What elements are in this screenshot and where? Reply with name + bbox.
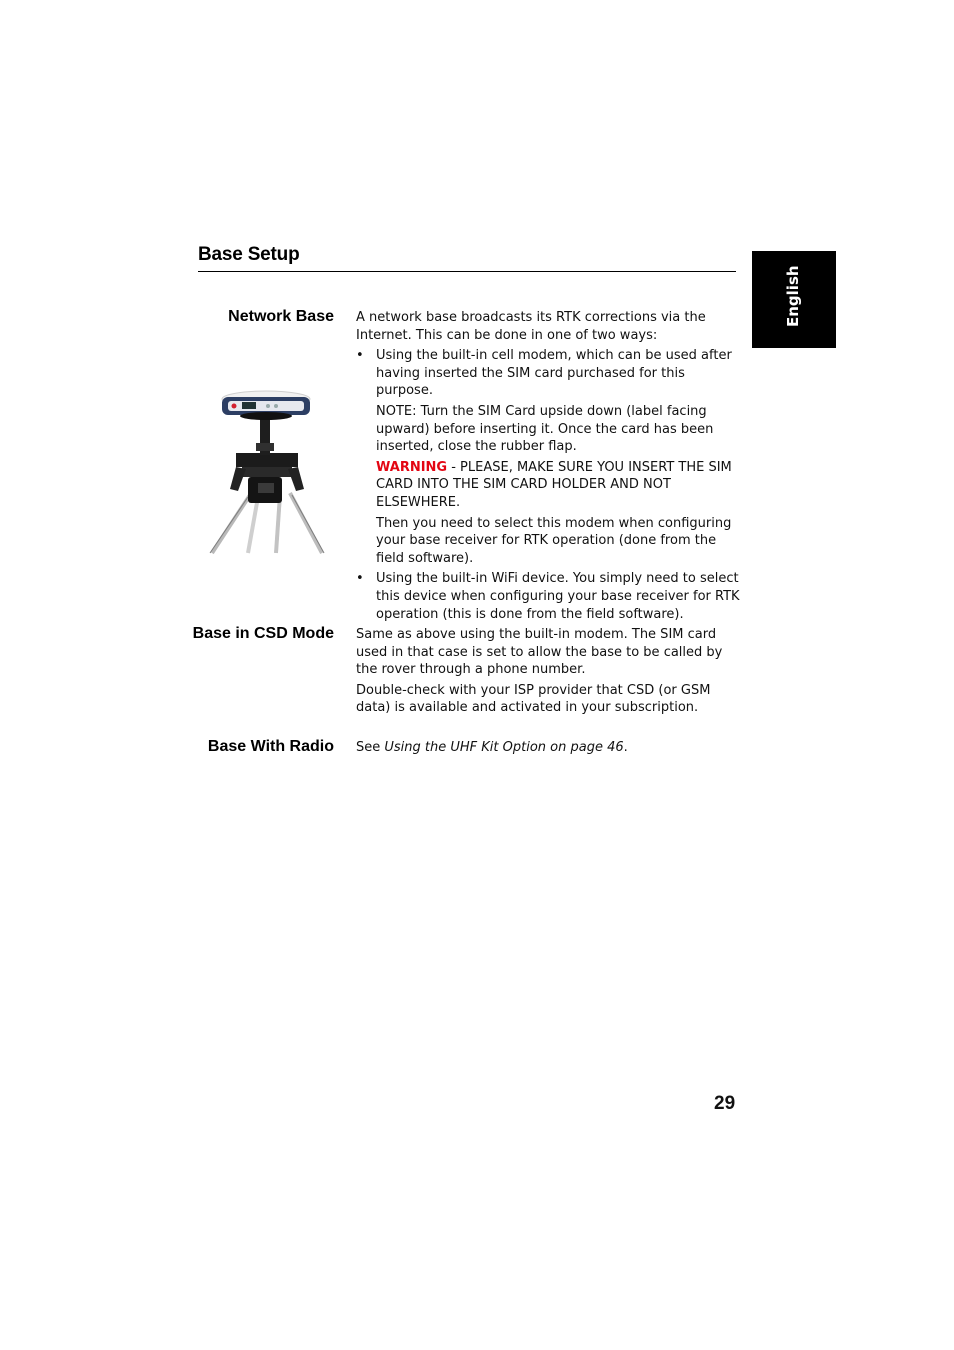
title-divider [198, 271, 736, 272]
radio-suffix: . [623, 740, 628, 755]
bullet-symbol: • [356, 571, 364, 587]
uhf-kit-link[interactable]: Using the UHF Kit Option on page 46 [384, 740, 624, 755]
sim-note: NOTE: Turn the SIM Card upside down (label facing upward) before inserting it. Once the card has been inserted, close the rubber flap. [376, 403, 714, 455]
radio-body [356, 739, 740, 760]
bullet-wifi [356, 570, 740, 623]
csd-para-1: Same as above using the built-in modem. The SIM card used in that case is set to allow the base to be called by the rover through a phone number. [356, 627, 723, 678]
section-title: Base Setup [198, 244, 300, 265]
csd-mode-body [356, 626, 740, 720]
csd-para-2: Double-check with your ISP provider that CSD (or GSM data) is available and activated in your subscription. [356, 682, 711, 716]
csd-mode-heading: Base in CSD Mode [192, 625, 334, 642]
network-base-intro: A network base broadcasts its RTK corrections via the Internet. This can be done in one of two ways: [356, 310, 706, 343]
bullet-cell-modem-text: Using the built-in cell modem, which can be used after having inserted the SIM card purchased for this purpose. [376, 348, 732, 399]
network-base-body [356, 309, 740, 626]
sim-warning [376, 459, 740, 512]
radio-prefix: See [356, 740, 385, 755]
network-base-heading: Network Base [228, 308, 334, 325]
gnss-receiver-on-tripod-icon [208, 385, 326, 555]
warning-text: - PLEASE, MAKE SURE YOU INSERT THE SIM CARD INTO THE SIM CARD HOLDER AND NOT ELSEWHERE. [376, 459, 732, 510]
radio-heading: Base With Radio [207, 738, 334, 755]
page-number: 29 [714, 1093, 736, 1114]
bullet-cell-modem [356, 347, 740, 567]
language-tab [752, 251, 836, 348]
language-tab-label: English [784, 265, 802, 327]
bullet-wifi-text: Using the built-in WiFi device. You simply need to select this device when configuring your base receiver for RTK operation (this is done from the field software). [376, 571, 740, 622]
warning-label: WARNING [376, 459, 448, 475]
bullet-symbol: • [356, 348, 364, 364]
modem-followup: Then you need to select this modem when configuring your base receiver for RTK operation (done from the field software). [376, 515, 732, 566]
